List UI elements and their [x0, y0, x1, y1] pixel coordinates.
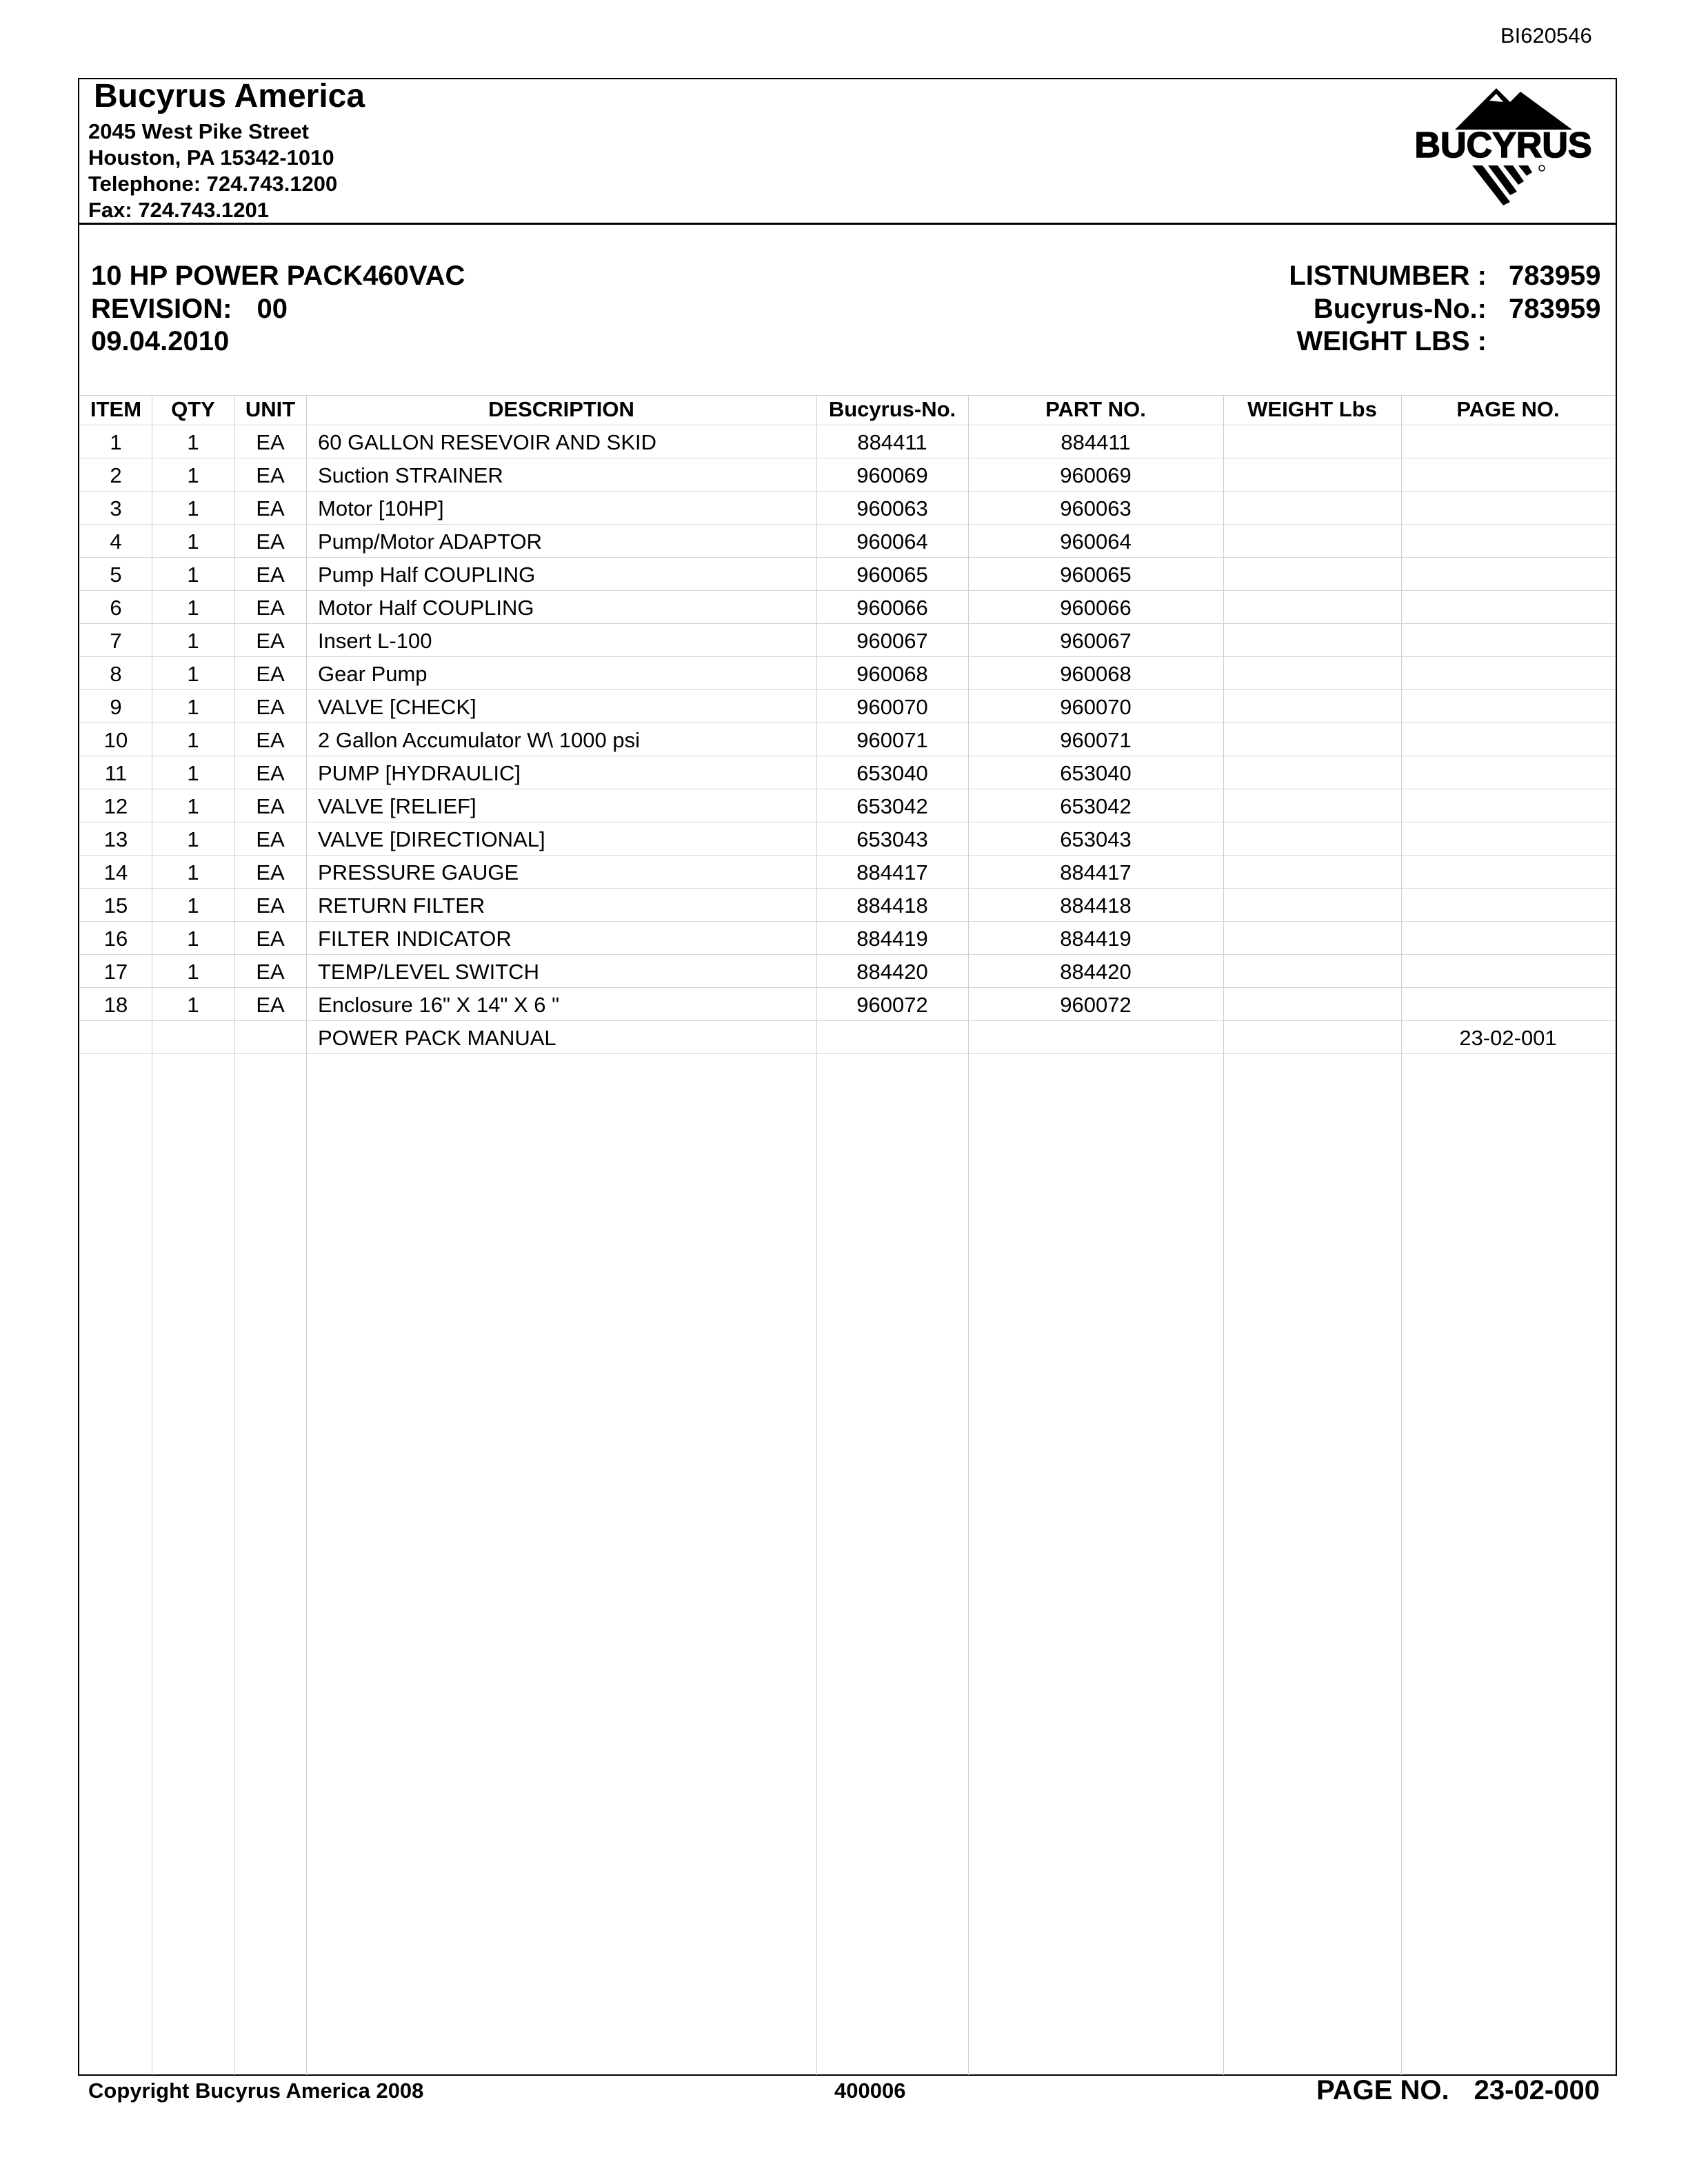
- cell-part-no: 960071: [1060, 728, 1132, 752]
- cell-qty: 1: [187, 728, 199, 752]
- table-row: [80, 855, 1615, 889]
- cell-qty: 1: [187, 529, 199, 554]
- col-header-part-no: PART NO.: [1045, 397, 1146, 421]
- cell-unit: EA: [256, 430, 285, 454]
- page-number-value: 23-02-000: [1474, 2075, 1600, 2105]
- cell-part-no: 653042: [1060, 794, 1132, 818]
- company-name: Bucyrus America: [94, 78, 365, 114]
- cell-part-no: 884411: [1061, 430, 1131, 454]
- cell-item: 7: [110, 629, 122, 653]
- cell-description: Pump/Motor ADAPTOR: [318, 529, 543, 554]
- cell-item: 14: [103, 860, 128, 884]
- cell-part-no: 960067: [1060, 629, 1132, 653]
- weight-label: WEIGHT LBS :: [1296, 326, 1487, 356]
- cell-qty: 1: [187, 761, 199, 785]
- table-row: [80, 722, 1615, 756]
- footer-code: 400006: [834, 2079, 906, 2103]
- table-row: [80, 491, 1615, 525]
- address-line2: Houston, PA 15342-1010: [88, 145, 334, 170]
- table-row: [80, 689, 1615, 723]
- cell-unit: EA: [256, 728, 285, 752]
- table-row: [80, 623, 1615, 657]
- cell-unit: EA: [256, 662, 285, 686]
- revision-label: REVISION:: [91, 294, 232, 324]
- cell-qty: 1: [187, 893, 199, 918]
- cell-bucyrus-no: 960067: [856, 629, 928, 653]
- table-row: [80, 656, 1615, 690]
- table-row: [80, 987, 1615, 1021]
- cell-item: 16: [103, 927, 128, 951]
- listnumber-value: 783959: [1509, 261, 1601, 291]
- table-row: [80, 789, 1615, 822]
- logo-text: BUCYRUS: [1414, 125, 1592, 165]
- table-row: [80, 557, 1615, 591]
- cell-qty: 1: [187, 960, 199, 984]
- cell-qty: 1: [187, 430, 199, 454]
- cell-part-no: 884418: [1060, 893, 1132, 918]
- table-row: [80, 756, 1615, 789]
- cell-description: Motor Half COUPLING: [318, 596, 534, 620]
- bucyrus-logo: [1407, 88, 1600, 212]
- cell-description: 60 GALLON RESEVOIR AND SKID: [318, 430, 657, 454]
- cell-unit: EA: [256, 529, 285, 554]
- cell-bucyrus-no: 653042: [856, 794, 928, 818]
- cell-part-no: 884417: [1060, 860, 1132, 884]
- cell-qty: 1: [187, 993, 199, 1017]
- header-divider: [78, 223, 1617, 225]
- cell-bucyrus-no: 960064: [856, 529, 928, 554]
- cell-item: 18: [103, 993, 128, 1017]
- cell-item: 15: [103, 893, 128, 918]
- cell-qty: 1: [187, 927, 199, 951]
- cell-qty: 1: [187, 629, 199, 653]
- table-row: [80, 590, 1615, 624]
- table-row: [80, 1020, 1615, 1054]
- revision-line: [91, 294, 288, 325]
- cell-description: RETURN FILTER: [318, 893, 485, 918]
- cell-unit: EA: [256, 960, 285, 984]
- bucyrus-no-value: 783959: [1509, 294, 1601, 324]
- cell-part-no: 884420: [1060, 960, 1132, 984]
- cell-description: Suction STRAINER: [318, 463, 503, 487]
- col-header-bucyrus-no: Bucyrus-No.: [828, 397, 956, 421]
- address-line1: 2045 West Pike Street: [88, 119, 309, 143]
- cell-description: Insert L-100: [318, 629, 432, 653]
- cell-bucyrus-no: 960072: [856, 993, 928, 1017]
- cell-unit: EA: [256, 794, 285, 818]
- cell-part-no: 960064: [1060, 529, 1132, 554]
- cell-bucyrus-no: 960070: [856, 695, 928, 719]
- revision-value: 00: [257, 294, 288, 324]
- cell-description: PUMP [HYDRAULIC]: [318, 761, 521, 785]
- cell-unit: EA: [256, 827, 285, 851]
- cell-part-no: 960065: [1060, 563, 1132, 587]
- cell-unit: EA: [256, 596, 285, 620]
- cell-unit: EA: [256, 463, 285, 487]
- cell-bucyrus-no: 653040: [856, 761, 928, 785]
- cell-item: 4: [110, 529, 122, 554]
- cell-description: FILTER INDICATOR: [318, 927, 512, 951]
- cell-description: VALVE [DIRECTIONAL]: [318, 827, 545, 851]
- col-header-page-no: PAGE NO.: [1456, 397, 1560, 421]
- cell-qty: 1: [187, 496, 199, 520]
- col-header-weight: WEIGHT Lbs: [1247, 397, 1377, 421]
- cell-unit: EA: [256, 629, 285, 653]
- cell-part-no: 960069: [1060, 463, 1132, 487]
- cell-bucyrus-no: 960071: [856, 728, 928, 752]
- document-id: BI620546: [1500, 23, 1592, 48]
- cell-unit: EA: [256, 695, 285, 719]
- cell-item: 12: [103, 794, 128, 818]
- table-row: [80, 888, 1615, 922]
- page-frame: [78, 78, 1617, 2076]
- cell-unit: EA: [256, 761, 285, 785]
- cell-part-no: 960066: [1060, 596, 1132, 620]
- cell-item: 8: [110, 662, 122, 686]
- cell-bucyrus-no: 884420: [856, 960, 928, 984]
- cell-bucyrus-no: 960069: [856, 463, 928, 487]
- cell-description: VALVE [RELIEF]: [318, 794, 476, 818]
- cell-item: 10: [103, 728, 128, 752]
- cell-item: 13: [103, 827, 128, 851]
- table-row: [80, 921, 1615, 955]
- cell-part-no: 960070: [1060, 695, 1132, 719]
- cell-page-no: 23-02-001: [1459, 1026, 1557, 1050]
- cell-description: POWER PACK MANUAL: [318, 1026, 556, 1050]
- cell-unit: EA: [256, 563, 285, 587]
- cell-bucyrus-no: 884419: [856, 927, 928, 951]
- cell-part-no: 653040: [1060, 761, 1132, 785]
- col-header-qty: QTY: [171, 397, 215, 421]
- cell-bucyrus-no: 884417: [856, 860, 928, 884]
- cell-unit: EA: [256, 927, 285, 951]
- cell-qty: 1: [187, 794, 199, 818]
- bucyrus-no-label: Bucyrus-No.:: [1313, 294, 1487, 324]
- cell-item: 11: [104, 761, 128, 785]
- cell-qty: 1: [187, 563, 199, 587]
- cell-bucyrus-no: 960063: [856, 496, 928, 520]
- cell-bucyrus-no: 884418: [856, 893, 928, 918]
- table-row: [80, 425, 1615, 458]
- cell-bucyrus-no: 960066: [856, 596, 928, 620]
- table-row: [80, 822, 1615, 856]
- listnumber-label: LISTNUMBER :: [1289, 261, 1487, 291]
- cell-part-no: 960068: [1060, 662, 1132, 686]
- cell-part-no: 960072: [1060, 993, 1132, 1017]
- fax: Fax: 724.743.1201: [88, 198, 269, 222]
- table-row: [80, 458, 1615, 492]
- cell-qty: 1: [187, 827, 199, 851]
- page-number: [1316, 2075, 1600, 2106]
- copyright: Copyright Bucyrus America 2008: [88, 2079, 424, 2103]
- document-title: 10 HP POWER PACK460VAC: [91, 261, 465, 291]
- telephone: Telephone: 724.743.1200: [88, 172, 338, 196]
- cell-description: Pump Half COUPLING: [318, 563, 536, 587]
- cell-part-no: 653043: [1060, 827, 1132, 851]
- cell-unit: EA: [256, 993, 285, 1017]
- cell-qty: 1: [187, 596, 199, 620]
- page-number-label: PAGE NO.: [1316, 2075, 1449, 2105]
- cell-unit: EA: [256, 860, 285, 884]
- cell-item: 5: [110, 563, 122, 587]
- cell-unit: EA: [256, 496, 285, 520]
- col-header-item: ITEM: [90, 397, 142, 421]
- col-header-unit: UNIT: [245, 397, 296, 421]
- cell-part-no: 960063: [1060, 496, 1132, 520]
- col-header-description: DESCRIPTION: [488, 397, 634, 421]
- cell-description: Gear Pump: [318, 662, 428, 686]
- cell-description: TEMP/LEVEL SWITCH: [318, 960, 539, 984]
- cell-qty: 1: [187, 662, 199, 686]
- cell-qty: 1: [187, 695, 199, 719]
- table-row: [80, 524, 1615, 558]
- cell-description: Enclosure 16" X 14" X 6 ": [318, 993, 560, 1017]
- cell-item: 6: [110, 596, 122, 620]
- cell-bucyrus-no: 884411: [857, 430, 927, 454]
- table-row: [80, 954, 1615, 988]
- cell-item: 3: [110, 496, 122, 520]
- cell-qty: 1: [187, 463, 199, 487]
- cell-bucyrus-no: 960065: [856, 563, 928, 587]
- cell-item: 2: [110, 463, 122, 487]
- cell-item: 1: [110, 430, 122, 454]
- cell-item: 17: [103, 960, 128, 984]
- cell-qty: 1: [187, 860, 199, 884]
- document-date: 09.04.2010: [91, 326, 230, 356]
- cell-description: PRESSURE GAUGE: [318, 860, 519, 884]
- cell-unit: EA: [256, 893, 285, 918]
- cell-item: 9: [110, 695, 122, 719]
- cell-description: 2 Gallon Accumulator W\ 1000 psi: [318, 728, 640, 752]
- cell-description: VALVE [CHECK]: [318, 695, 476, 719]
- cell-bucyrus-no: 960068: [856, 662, 928, 686]
- cell-description: Motor [10HP]: [318, 496, 444, 520]
- cell-part-no: 884419: [1060, 927, 1132, 951]
- cell-bucyrus-no: 653043: [856, 827, 928, 851]
